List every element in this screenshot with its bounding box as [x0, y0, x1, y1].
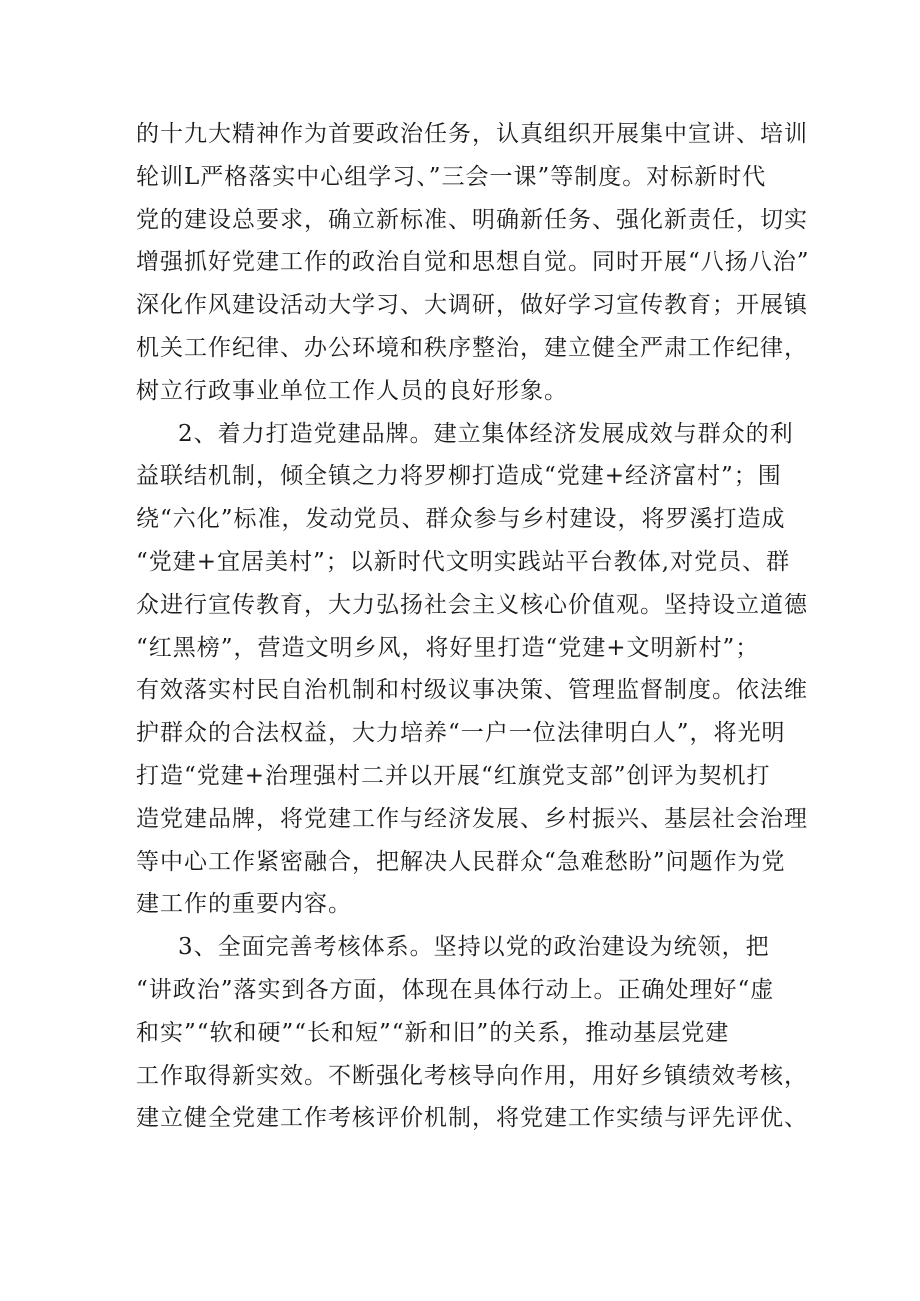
text-line: 有效落实村民自治机制和村级议事决策、管理监督制度。依法维: [136, 677, 808, 704]
text-line: 造党建品牌，将党建工作与经济发展、乡村振兴、基层社会治理: [136, 805, 808, 832]
text-line: 建工作的重要内容。: [136, 891, 352, 918]
text-line: 益联结机制，倾全镇之力将罗柳打造成“党建+经济富村”；围: [136, 463, 782, 490]
text-line: 的十九大精神作为首要政治任务，认真组织开展集中宣讲、培训: [136, 121, 808, 147]
text-line: 工作取得新实效。不断强化考核导向作用，用好乡镇绩效考核，: [136, 1062, 808, 1089]
text-line: “红黑榜”，营造文明乡风，将好里打造“党建+文明新村”；: [136, 634, 760, 661]
text-line: “党建+宜居美村”；以新时代文明实践站平台教体,对党员、群: [136, 548, 791, 575]
text-line: 树立行政事业单位工作人员的良好形象。: [136, 377, 568, 404]
text-line: 和实”“软和硬”“长和短”“新和旧”的关系，推动基层党建: [136, 1019, 730, 1046]
text-line: 建立健全党建工作考核评价机制，将党建工作实绩与评先评优、: [136, 1105, 808, 1132]
text-line: 增强抓好党建工作的政治自觉和思想自觉。同时开展“八扬八治”: [136, 249, 810, 276]
text-line: 等中心工作紧密融合，把解决人民群众“急难愁盼”问题作为党: [136, 848, 786, 875]
text-line: 轮训L严格落实中心组学习、”三会一课”等制度。对标新时代: [136, 163, 767, 190]
text-line: 党的建设总要求，确立新标准、明确新任务、强化新责任，切实: [136, 206, 808, 233]
body-text: [136, 113, 810, 1140]
text-line: 众进行宣传教育，大力弘扬社会主义核心价值观。坚持设立道德: [136, 591, 808, 618]
paragraph-2-first-line: 2、着力打造党建品牌。建立集体经济发展成效与群众的利: [178, 420, 794, 447]
text-line: 深化作风建设活动大学习、大调研，做好学习宣传教育；开展镇: [136, 292, 808, 319]
paragraph-3-first-line: 3、全面完善考核体系。坚持以党的政治建设为统领，把: [178, 934, 770, 961]
text-line: 打造“党建+治理强村二并以开展“红旗党支部”创评为契机打: [136, 762, 771, 789]
text-line: 机关工作纪律、办公环境和秩序整治，建立健全严肃工作纪律，: [136, 334, 808, 361]
text-line: 绕“六化”标准，发动党员、群众参与乡村建设，将罗溪打造成: [136, 506, 786, 533]
text-line: “讲政治”落实到各方面，体现在具体行动上。正确处理好“虚: [136, 976, 775, 1003]
text-line: 护群众的合法权益，大力培养“一户一位法律明白人”，将光明: [136, 720, 786, 747]
